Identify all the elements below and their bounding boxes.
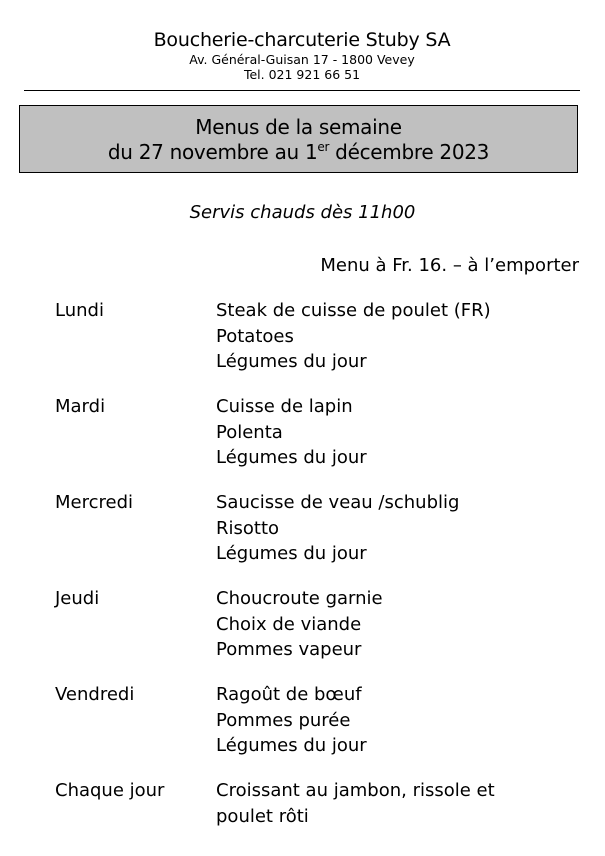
dish-list: [216, 298, 585, 375]
title-line-2: [20, 140, 577, 165]
day-row-lundi: [55, 298, 585, 375]
dish-item: Pommes purée: [216, 709, 351, 731]
dish-item: Légumes du jour: [216, 447, 367, 468]
title-date-ordinal: er: [317, 140, 330, 154]
dish-item: poulet rôti: [216, 805, 309, 827]
day-row-mardi: [55, 394, 585, 471]
dish-item: Polenta: [216, 421, 283, 443]
header-divider: [24, 90, 580, 91]
title-date-prefix: du 27 novembre au 1: [107, 140, 318, 164]
dish-item: Ragoût de bœuf: [216, 684, 362, 705]
dish-item: Choix de viande: [216, 613, 362, 635]
menu-price-note: Menu à Fr. 16. – à l’emporter: [320, 255, 579, 276]
day-name: Lundi: [55, 300, 104, 321]
day-name: Mercredi: [55, 492, 134, 513]
day-row-vendredi: [55, 682, 585, 759]
title-line-1: Menus de la semaine: [195, 115, 402, 139]
dish-item: Pommes vapeur: [216, 639, 362, 660]
dish-list: [216, 490, 585, 567]
dish-list: [216, 778, 585, 829]
day-name: Chaque jour: [55, 780, 165, 801]
day-row-mercredi: [55, 490, 585, 567]
dish-item: Choucroute garnie: [216, 588, 383, 609]
dish-item: Steak de cuisse de poulet (FR): [216, 300, 491, 321]
dish-list: [216, 586, 585, 663]
shop-phone: Tel. 021 921 66 51: [243, 67, 361, 82]
dish-list: [216, 394, 585, 471]
title-date-suffix: décembre 2023: [329, 140, 490, 164]
day-name: Mardi: [55, 396, 106, 417]
dish-item: Potatoes: [216, 325, 294, 347]
title-box: [19, 105, 578, 173]
day-name: Jeudi: [55, 588, 100, 609]
dish-item: Risotto: [216, 517, 280, 539]
letterhead: [24, 28, 580, 82]
dish-item: Légumes du jour: [216, 351, 367, 372]
dish-item: Légumes du jour: [216, 735, 367, 756]
day-row-chaque-jour: [55, 778, 585, 829]
served-hot-note: Servis chauds dès 11h00: [189, 202, 416, 223]
shop-name: Boucherie-charcuterie Stuby SA: [153, 29, 451, 51]
weekly-menu: [55, 298, 585, 849]
dish-item: Cuisse de lapin: [216, 396, 353, 417]
day-row-jeudi: [55, 586, 585, 663]
dish-item: Croissant au jambon, rissole et: [216, 780, 495, 801]
shop-address: Av. Général-Guisan 17 - 1800 Vevey: [189, 52, 415, 67]
dish-item: Légumes du jour: [216, 543, 367, 564]
dish-list: [216, 682, 585, 759]
dish-item: Saucisse de veau /schublig: [216, 492, 460, 513]
day-name: Vendredi: [55, 684, 135, 705]
